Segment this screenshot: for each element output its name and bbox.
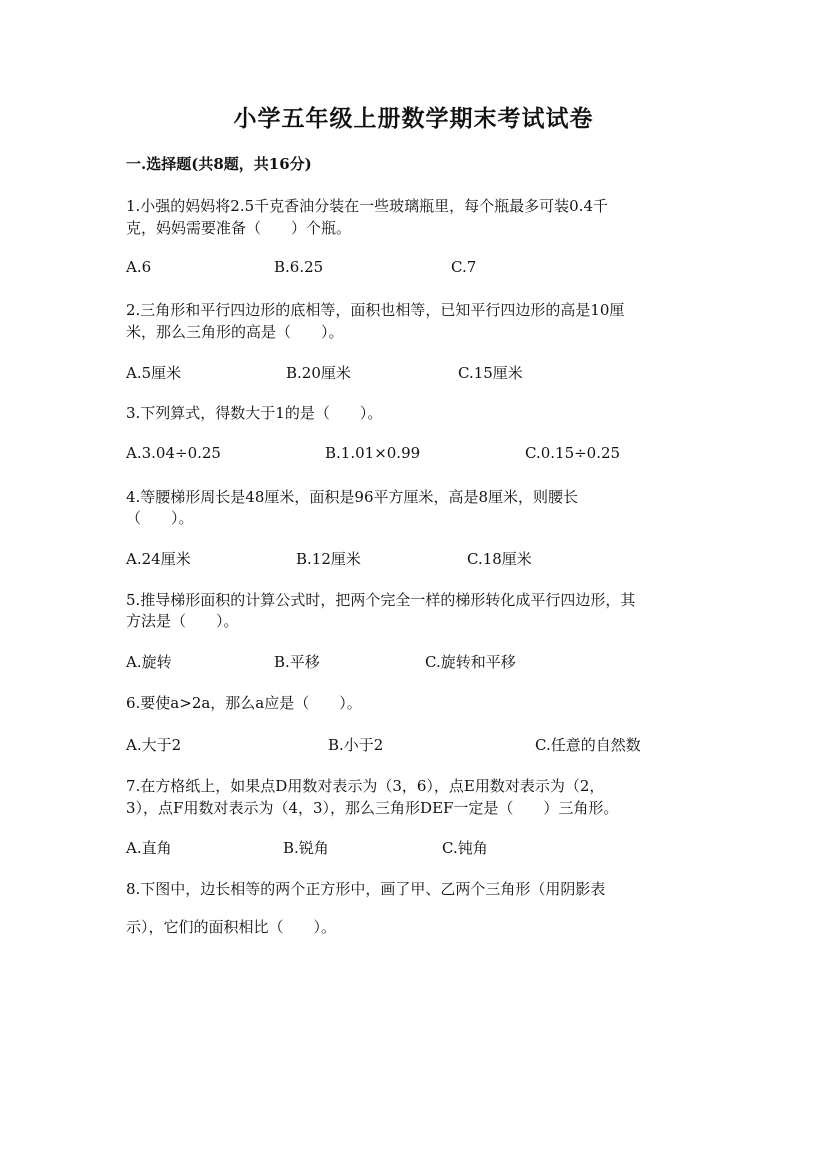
question-5-option-b: B.平移 — [274, 653, 320, 671]
question-7-option-c: C.钝角 — [442, 839, 488, 857]
question-6-line-1: 6.要使a>2a，那么a应是（ ）。 — [126, 694, 362, 712]
question-1-option-a: A.6 — [126, 258, 152, 276]
page-title: 小学五年级上册数学期末考试试卷 — [233, 105, 594, 132]
question-3-line-1: 3.下列算式，得数大于1的是（ ）。 — [126, 404, 383, 422]
question-1-option-c: C.7 — [451, 258, 477, 276]
question-7-line-1: 7.在方格纸上，如果点D用数对表示为（3，6），点E用数对表示为（2， — [126, 777, 605, 795]
question-6-option-a: A.大于2 — [126, 736, 182, 754]
question-1-line-2: 克，妈妈需要准备（ ）个瓶。 — [126, 219, 352, 237]
question-3-option-a: A.3.04÷0.25 — [126, 444, 221, 462]
question-1-option-b: B.6.25 — [274, 258, 324, 276]
question-5-option-a: A.旋转 — [126, 653, 172, 671]
question-1-line-1: 1.小强的妈妈将2.5千克香油分装在一些玻璃瓶里，每个瓶最多可装0.4千 — [126, 197, 609, 215]
question-2-line-1: 2.三角形和平行四边形的底相等，面积也相等，已知平行四边形的高是10厘 — [126, 301, 625, 319]
question-8-line-1: 8.下图中，边长相等的两个正方形中，画了甲、乙两个三角形（用阴影表 — [126, 880, 606, 898]
question-6-option-c: C.任意的自然数 — [535, 736, 641, 754]
question-7-option-b: B.锐角 — [283, 839, 329, 857]
question-5-line-1: 5.推导梯形面积的计算公式时，把两个完全一样的梯形转化成平行四边形，其 — [126, 591, 636, 609]
question-8-line-2: 示），它们的面积相比（ ）。 — [126, 918, 337, 936]
question-2-option-c: C.15厘米 — [458, 364, 523, 382]
question-4-option-c: C.18厘米 — [467, 550, 532, 568]
question-6-option-b: B.小于2 — [328, 736, 384, 754]
question-4-option-a: A.24厘米 — [126, 550, 191, 568]
question-3-option-b: B.1.01×0.99 — [325, 444, 421, 462]
section-heading: 一.选择题(共8题，共16分) — [126, 155, 312, 173]
question-2-option-a: A.5厘米 — [126, 364, 182, 382]
question-2-option-b: B.20厘米 — [286, 364, 351, 382]
question-4-line-2: （ ）。 — [126, 509, 194, 527]
question-7-option-a: A.直角 — [126, 839, 172, 857]
question-2-line-2: 米，那么三角形的高是（ ）。 — [126, 323, 344, 341]
question-5-line-2: 方法是（ ）。 — [126, 612, 239, 630]
question-5-option-c: C.旋转和平移 — [425, 653, 516, 671]
question-4-line-1: 4.等腰梯形周长是48厘米，面积是96平方厘米，高是8厘米，则腰长 — [126, 488, 579, 506]
question-4-option-b: B.12厘米 — [296, 550, 361, 568]
question-7-line-2: 3），点F用数对表示为（4，3），那么三角形DEF一定是（ ）三角形。 — [126, 799, 619, 817]
question-3-option-c: C.0.15÷0.25 — [525, 444, 621, 462]
